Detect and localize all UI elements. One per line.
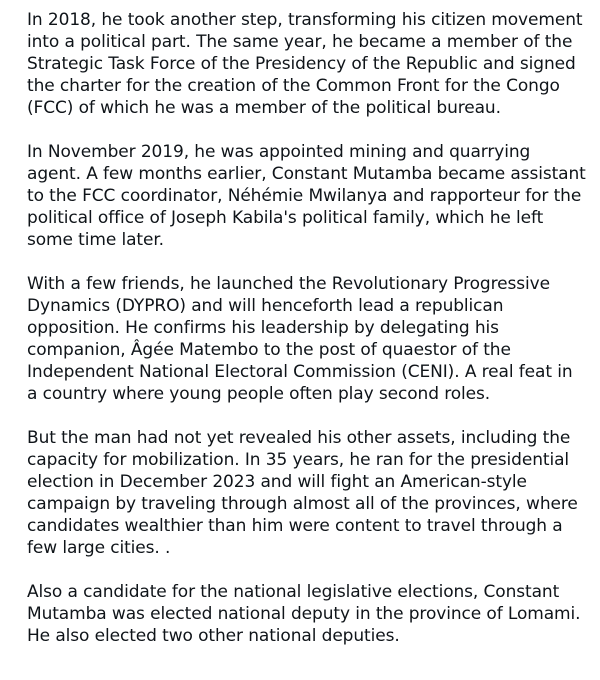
post-paragraph-3: With a few friends, he launched the Revolutionary Progressive Dynamics (DYPRO) and will henceforth lead a republican opposition. He confirms his leadership by delegating his companion, Âgée Matembo to the post of quaestor of the Independent National Electoral Commission (CENI). A real feat in a country where young people often play second roles. <box>27 274 573 404</box>
post-paragraph-5: Also a candidate for the national legislative elections, Constant Mutamba was elected national deputy in the province of Lomami. He also elected two other national deputies. <box>27 582 581 646</box>
post-paragraph-1: In 2018, he took another step, transforming his citizen movement into a political part. The same year, he became a member of the Strategic Task Force of the Presidency of the Republic and signed the charter for the creation of the Common Front for the Congo (FCC) of which he was a member of the political bureau. <box>27 10 583 118</box>
post-paragraph-2: In November 2019, he was appointed mining and quarrying agent. A few months earlier, Constant Mutamba became assistant to the FCC coordinator, Néhémie Mwilanya and rapporteur for the political office of Joseph Kabila's political family, which he left some time later. <box>27 142 586 250</box>
post-paragraph-4: But the man had not yet revealed his other assets, including the capacity for mobilization. In 35 years, he ran for the presidential election in December 2023 and will fight an American-style campaign by traveling through almost all of the provinces, where candidates wealthier than him were content to travel through a few large cities. . <box>27 428 578 558</box>
